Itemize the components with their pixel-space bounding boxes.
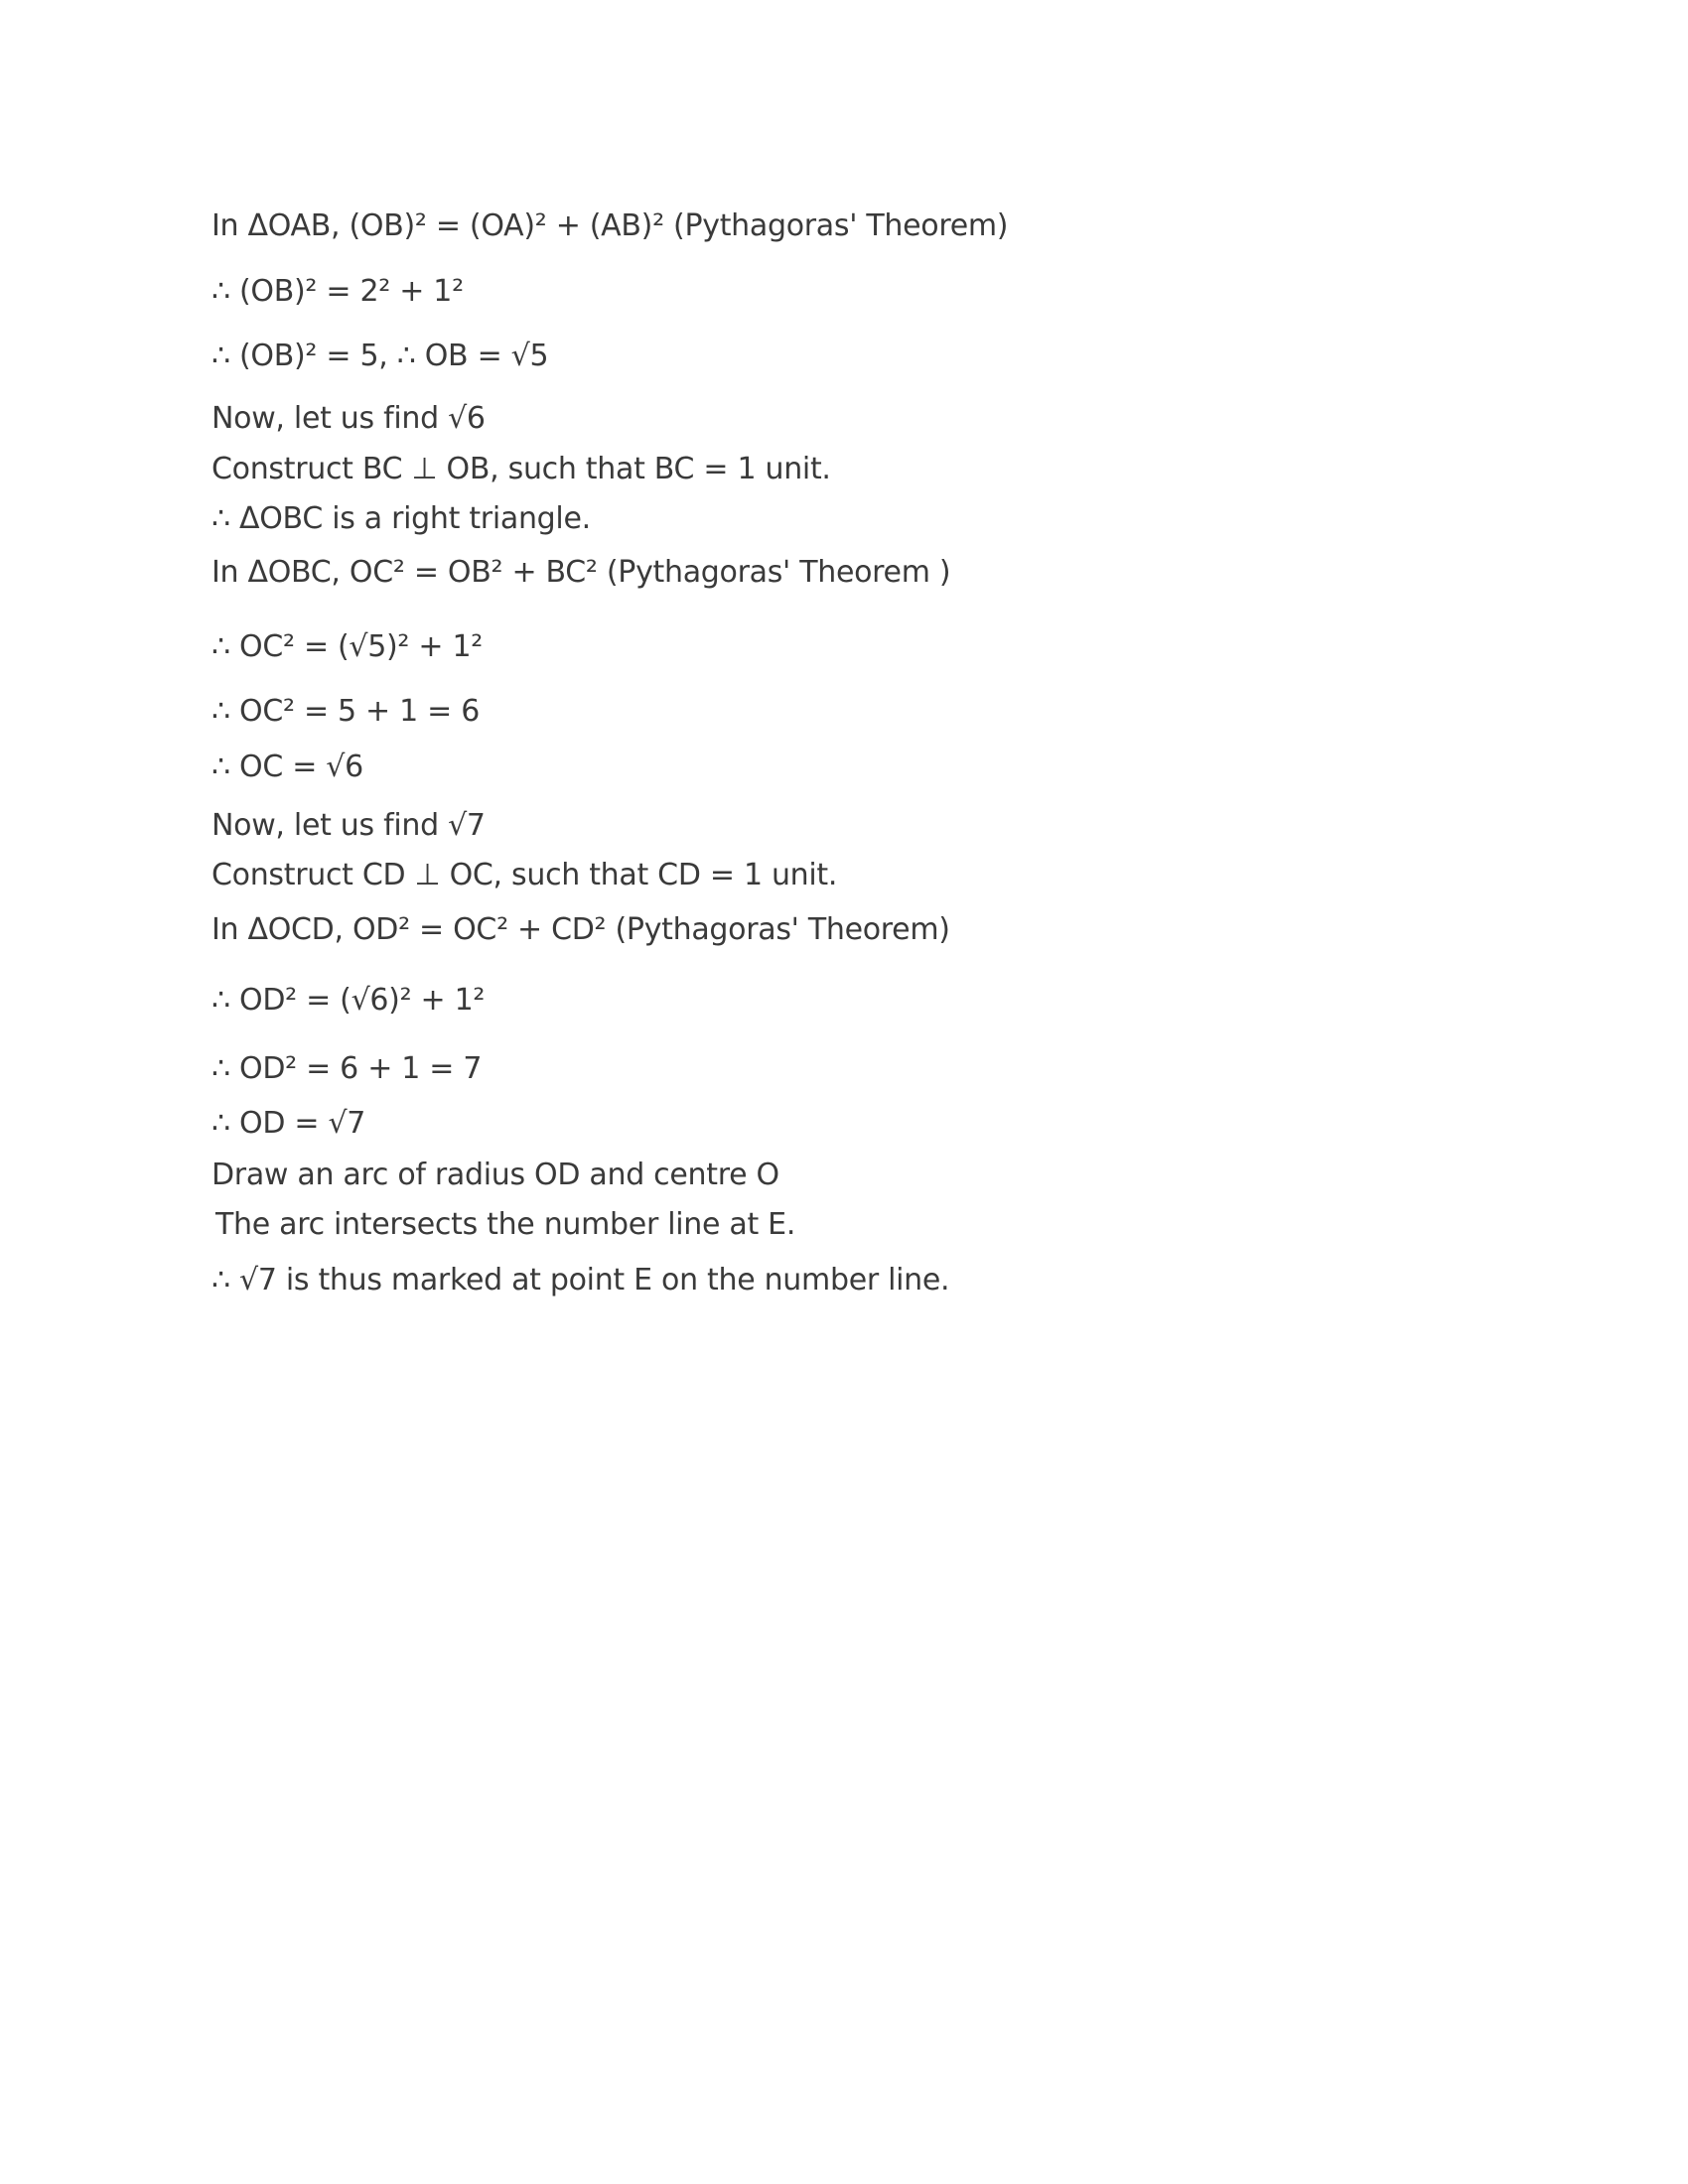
- equation-line-14: ∴ OD² = (√6)² + 1²: [211, 983, 486, 1018]
- equation-line-10: ∴ OC = √6: [211, 750, 363, 784]
- text-line-12: Construct CD ⊥ OC, such that CD = 1 unit.: [211, 858, 838, 892]
- equation-line-1: In ΔOAB, (OB)² = (OA)² + (AB)² (Pythagoras' Theorem): [211, 208, 1009, 243]
- equation-line-16: ∴ OD = √7: [211, 1106, 366, 1141]
- conclusion-line-19: ∴ √7 is thus marked at point E on the number line.: [211, 1263, 950, 1297]
- text-line-18: The arc intersects the number line at E.: [215, 1207, 796, 1242]
- equation-line-8: ∴ OC² = (√5)² + 1²: [211, 629, 483, 664]
- text-line-6: ∴ ΔOBC is a right triangle.: [211, 501, 591, 536]
- equation-line-15: ∴ OD² = 6 + 1 = 7: [211, 1051, 483, 1086]
- text-line-11: Now, let us find √7: [211, 808, 486, 843]
- text-line-4: Now, let us find √6: [211, 401, 486, 436]
- equation-line-7: In ΔOBC, OC² = OB² + BC² (Pythagoras' Theorem ): [211, 555, 951, 590]
- equation-line-3: ∴ (OB)² = 5, ∴ OB = √5: [211, 339, 549, 373]
- text-line-17: Draw an arc of radius OD and centre O: [211, 1158, 779, 1192]
- equation-line-2: ∴ (OB)² = 2² + 1²: [211, 274, 464, 309]
- equation-line-9: ∴ OC² = 5 + 1 = 6: [211, 694, 480, 729]
- text-line-5: Construct BC ⊥ OB, such that BC = 1 unit.: [211, 452, 831, 486]
- equation-line-13: In ΔOCD, OD² = OC² + CD² (Pythagoras' Theorem): [211, 912, 950, 947]
